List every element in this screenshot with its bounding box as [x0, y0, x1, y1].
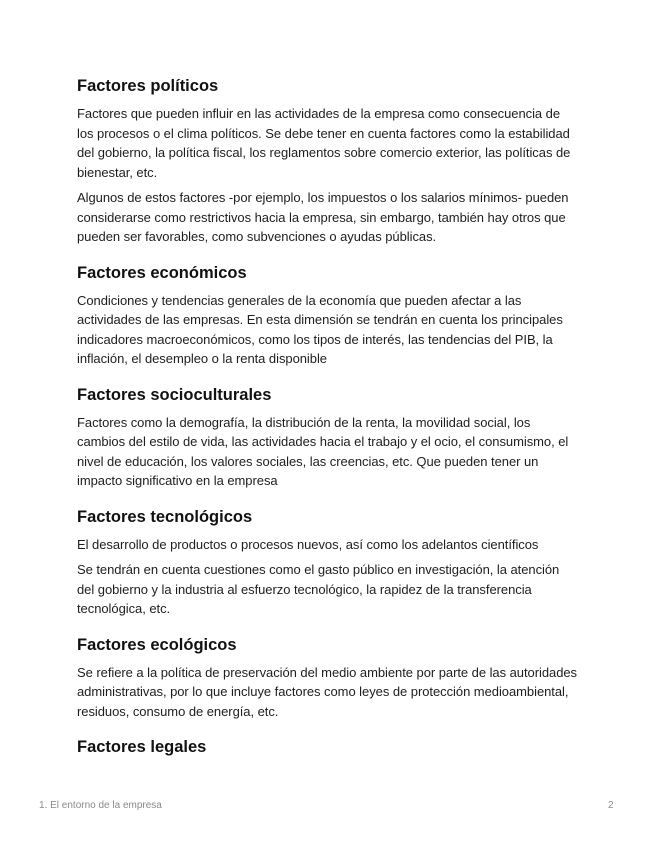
section-heading: Factores económicos — [77, 263, 247, 282]
section-paragraph: Condiciones y tendencias generales de la economía que pueden afectar a las actividades de las empresas. En esta dimensión se tendrán en cuenta los principales indicadores macroeconómicos, como los tipos de interés, las tendencias del PIB, la inflación, el desempleo o la renta disponible — [77, 292, 563, 366]
footer-chapter-title: 1. El entorno de la empresa — [39, 800, 162, 811]
footer-page-number: 2 — [608, 800, 614, 811]
section-heading: Factores tecnológicos — [77, 507, 253, 526]
section-heading: Factores políticos — [77, 77, 219, 95]
section-paragraph: Se refiere a la política de preservación del medio ambiente por parte de las autoridades administrativas, por lo que incluye factores como leyes de protección medioambiental, residuos, consumo de energía, etc. — [77, 664, 578, 719]
section-factores-politicos — [77, 75, 577, 247]
section-paragraph: Se tendrán en cuenta cuestiones como el gasto público en investigación, la atención del gobierno y la industria al esfuerzo tecnológico, la rapidez de la transferencia tecnológica, etc. — [77, 562, 560, 616]
section-heading: Factores socioculturales — [77, 385, 272, 404]
section-paragraph: Factores que pueden influir en las actividades de la empresa como consecuencia de los procesos o el clima políticos. Se debe tener en cuenta factores como la estabilidad del gobierno, la política fiscal, los reglamentos sobre comercio exterior, las políticas de bienestar, etc. — [77, 106, 571, 180]
section-paragraph: Algunos de estos factores -por ejemplo, los impuestos o los salarios mínimos- pueden considerarse como restrictivos hacia la empresa, sin embargo, también hay otros que pueden ser favorables, como subvenciones o ayudas públicas. — [77, 190, 569, 244]
section-heading: Factores legales — [77, 738, 207, 756]
section-factores-socioculturales — [77, 384, 577, 491]
section-factores-tecnologicos — [77, 506, 577, 619]
document-body — [77, 75, 577, 773]
section-paragraph: El desarrollo de productos o procesos nuevos, así como los adelantos científicos — [77, 536, 539, 552]
section-factores-economicos — [77, 262, 577, 369]
section-heading: Factores ecológicos — [77, 635, 237, 654]
section-factores-legales — [77, 736, 577, 758]
section-paragraph: Factores como la demografía, la distribución de la renta, la movilidad social, los cambios del estilo de vida, las actividades hacia el trabajo y el ocio, el consumismo, el nivel de educación, los valores sociales, las creencias, etc. Que pueden tener un impacto significativo en la empresa — [77, 414, 569, 488]
section-factores-ecologicos — [77, 634, 577, 722]
